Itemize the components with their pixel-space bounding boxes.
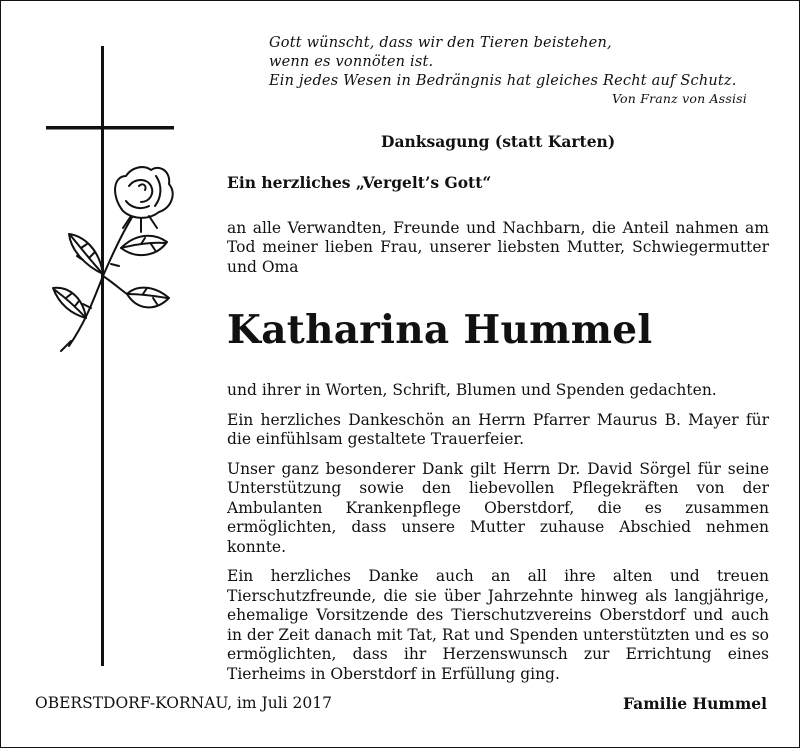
quote-line: wenn es vonnöten ist.: [269, 54, 434, 70]
thanks-paragraph: Ein herzliches Dankeschön an Herrn Pfarrer Maurus B. Mayer für die einfühlsam gestaltete Trauerfeier.: [227, 410, 769, 448]
thanks-paragraph: Unser ganz besonderer Dank gilt Herrn Dr. David Sörgel für seine Unterstützung sowie den liebevollen Pflegekräften von der Ambulanten Krankenpflege Oberstdorf, die es zusammen ermöglichten, dass unsere Mutter zuhause Abschied nehmen konnte.: [227, 459, 769, 556]
quote-block: [269, 34, 759, 107]
intro-paragraph: an alle Verwandten, Freunde und Nachbarn, die Anteil nahmen am Tod meiner lieben Frau, unserer liebsten Mutter, Schwiegermutter und Oma: [227, 218, 769, 276]
thanks-paragraph: Ein herzliches Danke auch an all ihre alten und treuen Tierschutzfreunde, die sie über Jahrzehnte hinweg als langjährige, ehemalige Vorsitzende des Tierschutzvereins Oberstdorf und auch in der Zeit danach mit Tat, Rat und Spenden unterstützten und es so ermöglichten, dass ihr Herzenswunsch zur Errichtung eines Tierheims in Oberstdorf in Erfüllung ging.: [227, 567, 769, 683]
notice-body: [227, 173, 769, 694]
quote-line: Gott wünscht, dass wir den Tieren beistehen,: [269, 35, 612, 51]
place-date: OBERSTDORF-KORNAU, im Juli 2017: [35, 694, 332, 712]
thanks-paragraph: und ihrer in Worten, Schrift, Blumen und Spenden gedachten.: [227, 381, 717, 399]
notice-heading: Danksagung (statt Karten): [381, 132, 616, 151]
quote-line: Ein jedes Wesen in Bedrängnis hat gleiches Recht auf Schutz.: [269, 73, 737, 89]
cross-icon: [46, 46, 174, 666]
deceased-name: Katharina Hummel: [227, 307, 653, 353]
family-signature: Familie Hummel: [623, 694, 767, 713]
cross-with-rose: [31, 36, 191, 676]
rose-icon: [53, 167, 173, 351]
quote-author: Von Franz von Assisi: [611, 91, 747, 106]
greeting-line: Ein herzliches „Vergelt’s Gott“: [227, 173, 492, 192]
